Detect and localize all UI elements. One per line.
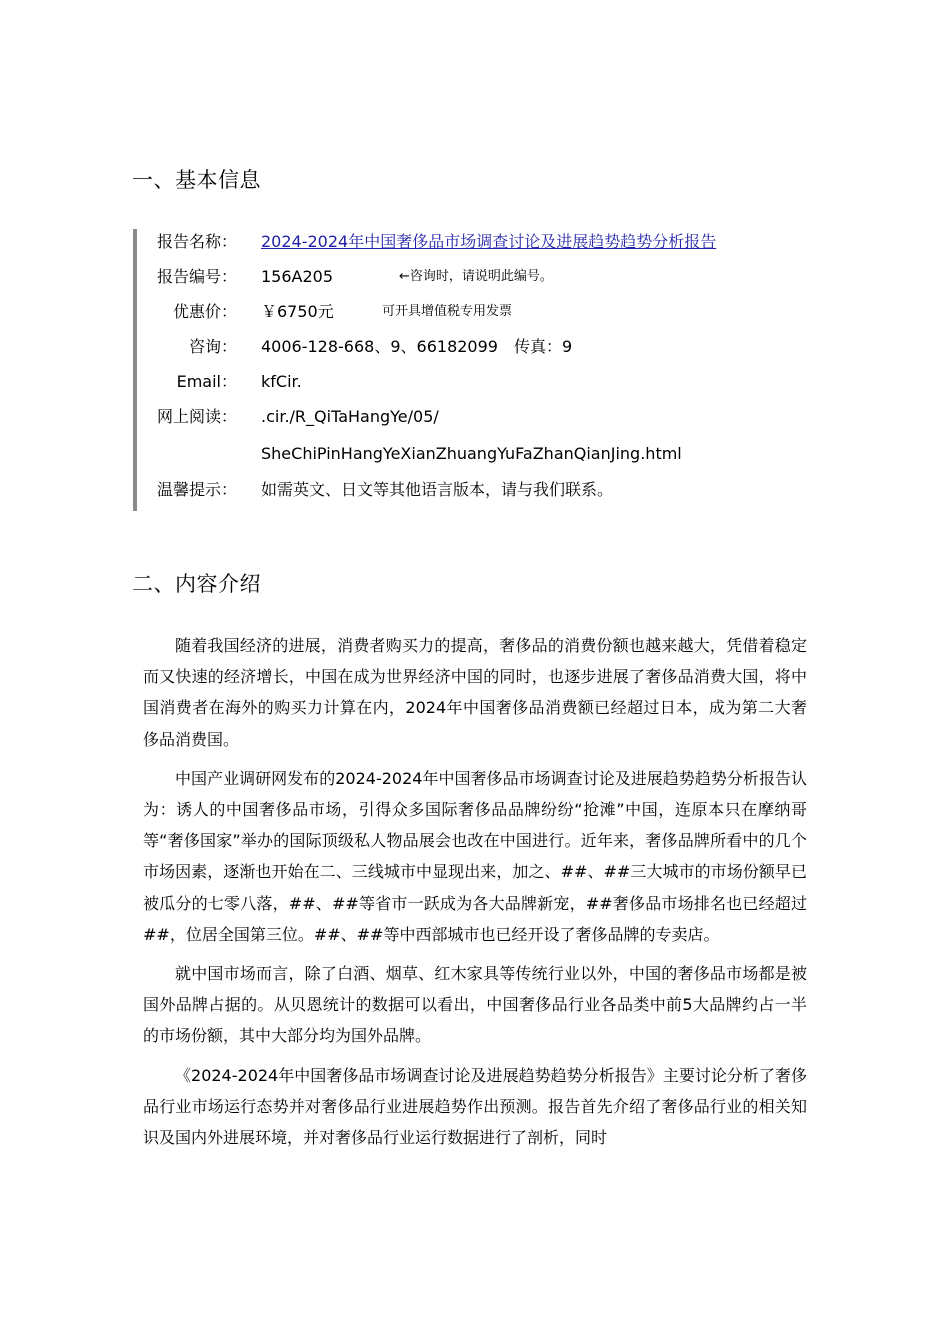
price-note: 可开具增值税专用发票	[382, 304, 513, 319]
tip-label: 温馨提示：	[156, 480, 237, 499]
paragraph: 中国产业调研网发布的2024-2024年中国奢侈品市场调查讨论及进展趋势趋势分析报告认为：诱人的中国奢侈品市场，引得众多国际奢侈品品牌纷纷“抢滩”中国，连原本只在摩纳哥等“奢侈国家”举办的国际顶级私人物品展会也改在中国进行。近年来，奢侈品牌所看中的几个市场因素，逐渐也开始在二、三线城市中显现出来，加之、##、##三大城市的市场份额早已被瓜分的七零八落，##、##等省市一跃成为各大品牌新宠，##奢侈品市场排名也已经超过##，位居全国第三位。##、##等中西部城市也已经开设了奢侈品牌的专卖店。	[143, 768, 807, 944]
consult-value: 4006-128-668、9、66182099 传真：9	[261, 337, 573, 356]
email-value: kfCir.	[261, 372, 302, 391]
consult-label: 咨询：	[188, 337, 237, 356]
online-value-line2: SheChiPinHangYeXianZhuangYuFaZhanQianJing.html	[261, 444, 682, 463]
email-label: Email：	[176, 372, 237, 391]
paragraph: 随着我国经济的进展，消费者购买力的提高，奢侈品的消费份额也越来越大，凭借着稳定而又快速的经济增长，中国在成为世界经济中国的同时，也逐步进展了奢侈品消费大国，将中国消费者在海外的购买力计算在内，2024年中国奢侈品消费额已经超过日本，成为第二大奢侈品消费国。	[143, 636, 807, 749]
online-label: 网上阅读：	[156, 407, 237, 426]
online-value-line1: .cir./R_QiTaHangYe/05/	[261, 407, 439, 426]
content-intro-body	[143, 630, 807, 1161]
tip-value: 如需英文、日文等其他语言版本，请与我们联系。	[261, 480, 614, 499]
report-code-note: ←咨询时，请说明此编号。	[399, 269, 553, 284]
section-title-basic-info: 一、基本信息	[132, 168, 261, 192]
report-code-value: 156A205	[261, 267, 334, 286]
report-name-label: 报告名称：	[156, 232, 237, 251]
report-code-label: 报告编号：	[156, 267, 237, 286]
paragraph: 《2024-2024年中国奢侈品市场调查讨论及进展趋势趋势分析报告》主要讨论分析了奢侈品行业市场运行态势并对奢侈品行业进展趋势作出预测。报告首先介绍了奢侈品行业的相关知识及国内外进展环境，并对奢侈品行业运行数据进行了剖析，同时	[143, 1065, 807, 1148]
report-name-link[interactable]: 2024-2024年中国奢侈品市场调查讨论及进展趋势趋势分析报告	[261, 232, 717, 251]
basic-info-block	[133, 229, 837, 511]
price-label: 优惠价：	[172, 302, 237, 321]
price-value: ￥6750元	[261, 302, 334, 321]
section-title-content-intro: 二、内容介绍	[132, 572, 261, 596]
paragraph: 就中国市场而言，除了白酒、烟草、红木家具等传统行业以外，中国的奢侈品市场都是被国外品牌占据的。从贝恩统计的数据可以看出，中国奢侈品行业各品类中前5大品牌约占一半的市场份额，其中大部分均为国外品牌。	[143, 964, 807, 1046]
